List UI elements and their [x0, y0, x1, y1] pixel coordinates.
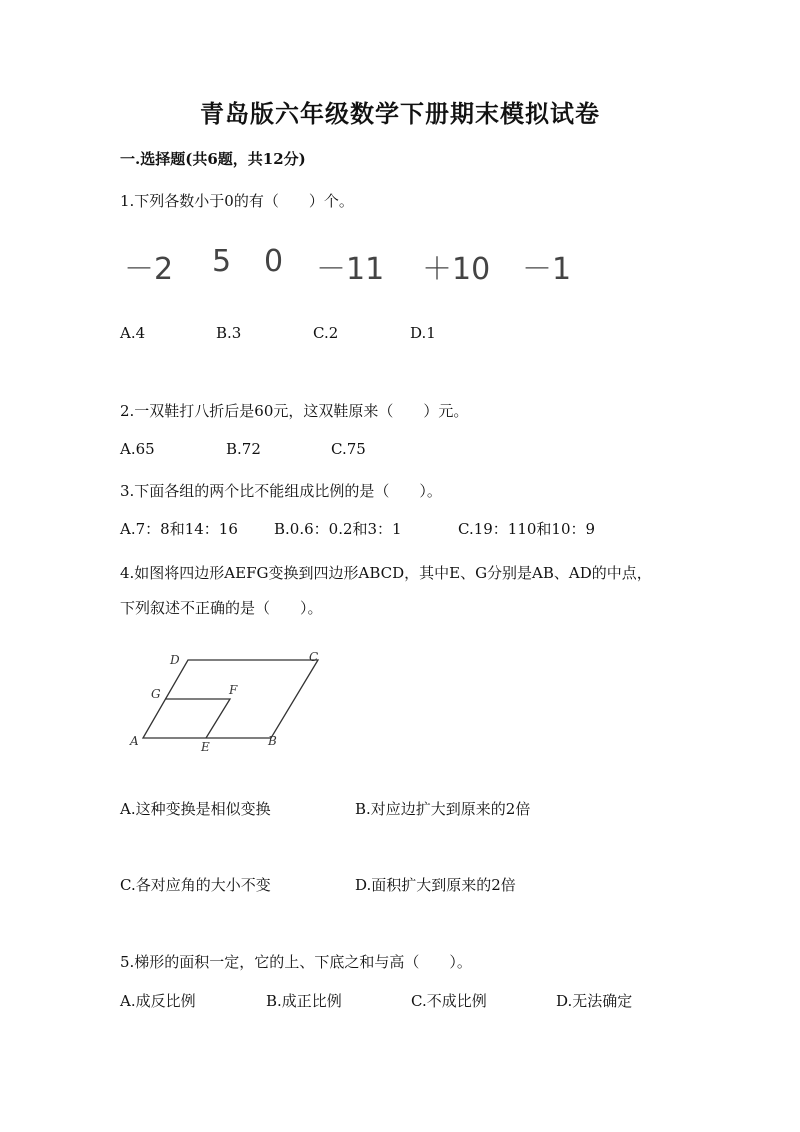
question-5-option-a: A.成反比例 [120, 992, 196, 1010]
question-2-option-a: A.65 [120, 440, 155, 458]
question-3-option-b: B.0.6：0.2和3：1 [274, 520, 402, 538]
question-2-stem: 2.一双鞋打八折后是60元，这双鞋原来（ ）元。 [120, 402, 469, 420]
number-item: －2 [124, 252, 174, 287]
label-a: A [130, 734, 139, 748]
parallelogram-aefg-inner [165, 699, 230, 738]
number-item: －1 [522, 252, 572, 287]
question-5-option-c: C.不成比例 [411, 992, 487, 1010]
label-b: B [268, 734, 277, 748]
label-f: F [229, 683, 238, 697]
parallelogram-lines [143, 660, 318, 738]
label-g: G [151, 687, 161, 701]
question-1-option-b: B.3 [216, 324, 242, 342]
label-d: D [170, 653, 180, 667]
question-5-option-d: D.无法确定 [556, 992, 633, 1010]
question-3-stem: 3.下面各组的两个比不能组成比例的是（ ）。 [120, 482, 442, 500]
question-1-number-row [124, 244, 584, 288]
parallelogram-figure [128, 645, 328, 760]
question-4-option-d: D.面积扩大到原来的2倍 [355, 876, 516, 894]
question-1-stem: 1.下列各数小于0的有（ ）个。 [120, 192, 354, 210]
label-e: E [201, 740, 210, 754]
number-item: －11 [316, 252, 385, 287]
question-5-stem: 5.梯形的面积一定，它的上、下底之和与高（ ）。 [120, 953, 472, 971]
question-4-option-c: C.各对应角的大小不变 [120, 876, 271, 894]
label-c: C [309, 650, 319, 664]
question-1-option-d: D.1 [410, 324, 436, 342]
question-4-option-a: A.这种变换是相似变换 [120, 800, 271, 818]
number-item: 0 [264, 244, 284, 279]
question-2-option-c: C.75 [331, 440, 366, 458]
question-4-option-b: B.对应边扩大到原来的2倍 [355, 800, 531, 818]
question-3-option-a: A.7：8和14：16 [120, 520, 238, 538]
number-item: ＋10 [422, 252, 491, 287]
page-title: 青岛版六年级数学下册期末模拟试卷 [200, 99, 600, 128]
question-2-option-b: B.72 [226, 440, 261, 458]
question-4-stem-line-2: 下列叙述不正确的是（ ）。 [120, 599, 323, 617]
section-heading: 一.选择题(共6题，共12分) [120, 150, 306, 168]
number-item: 5 [212, 244, 232, 279]
question-5-option-b: B.成正比例 [266, 992, 342, 1010]
question-1-option-a: A.4 [120, 324, 146, 342]
question-1-option-c: C.2 [313, 324, 339, 342]
question-3-option-c: C.19：110和10：9 [458, 520, 596, 538]
question-4-stem-line-1: 4.如图将四边形AEFG变换到四边形ABCD，其中E、G分别是AB、AD的中点， [120, 564, 652, 582]
